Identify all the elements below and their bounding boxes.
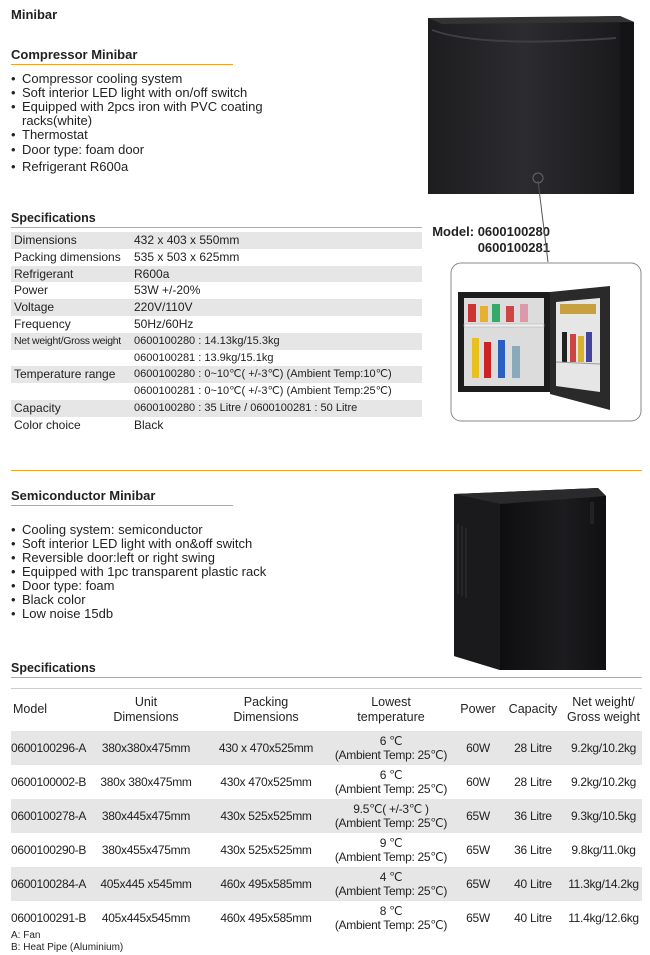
spec-row: Packing dimensions 535 x 503 x 625mm bbox=[14, 249, 240, 264]
compressor-spec-rule bbox=[11, 227, 422, 228]
model-label: Model: 0600100280 0600100281 bbox=[432, 224, 550, 255]
callout-line bbox=[520, 176, 570, 266]
semiconductor-section-title: Semiconductor Minibar bbox=[11, 488, 156, 503]
table-row: 0600100278-A 380x445x475mm 430x 525x525mm 9.5℃( +/-3℃ ) (Ambient Temp: 25℃) 65W 36 Litre 9.3kg/10.5kg bbox=[11, 799, 642, 833]
col-header-model: Model bbox=[11, 689, 87, 731]
feature-item: • Soft interior LED light with on/off switch bbox=[11, 85, 248, 100]
feature-item: • Low noise 15db bbox=[11, 606, 114, 621]
feature-item: • Cooling system: semiconductor bbox=[11, 522, 203, 537]
spec-row: Refrigerant R600a bbox=[11, 266, 422, 283]
compressor-section-title: Compressor Minibar bbox=[11, 47, 138, 62]
feature-item: • Equipped with 1pc transparent plastic rack bbox=[11, 564, 267, 579]
col-header-packing: Packing Dimensions bbox=[205, 689, 327, 731]
semiconductor-spec-title: Specifications bbox=[11, 661, 96, 675]
spec-row: Power 53W +/-20% bbox=[14, 283, 201, 298]
spec-row: 0600100281 : 0~10℃( +/-3℃) (Ambient Temp:25℃) bbox=[134, 385, 392, 398]
col-header-lowest-temp: Lowest temperature bbox=[327, 689, 455, 731]
feature-item: • Compressor cooling system bbox=[11, 71, 183, 86]
feature-item: • Black color bbox=[11, 592, 86, 607]
semiconductor-title-rule bbox=[11, 505, 233, 506]
spec-row: Net weight/Gross weight 0600100280 : 14.13kg/15.3kg bbox=[11, 333, 422, 350]
feature-item: • Thermostat bbox=[11, 127, 88, 142]
table-row: 0600100291-B 405x445x545mm 460x 495x585mm 8 ℃ (Ambient Temp: 25℃) 65W 40 Litre 11.4kg/12.6kg bbox=[11, 903, 639, 932]
compressor-feature-list bbox=[11, 72, 281, 174]
spec-row: Voltage 220V/110V bbox=[11, 299, 422, 316]
spec-row: Dimensions 432 x 403 x 550mm bbox=[11, 232, 422, 249]
semiconductor-minibar-image bbox=[440, 484, 620, 672]
semiconductor-spec-rule bbox=[11, 677, 642, 678]
compressor-title-rule bbox=[11, 64, 233, 65]
col-header-weight: Net weight/ Gross weight bbox=[565, 689, 642, 731]
feature-item: • Door type: foam door bbox=[11, 142, 145, 157]
spec-row: Color choice Black bbox=[14, 417, 164, 432]
col-header-power: Power bbox=[455, 689, 501, 731]
spec-row: 0600100281 : 13.9kg/15.1kg bbox=[134, 351, 274, 364]
col-header-capacity: Capacity bbox=[501, 689, 565, 731]
table-row: 0600100290-B 380x455x475mm 430x 525x525mm 9 ℃ (Ambient Temp: 25℃) 65W 36 Litre 9.8kg/11.0kg bbox=[11, 835, 636, 864]
spec-row: Frequency 50Hz/60Hz bbox=[14, 316, 194, 331]
spec-row: Temperature range 0600100280 : 0~10℃( +/-3℃) (Ambient Temp:10℃) bbox=[11, 366, 422, 383]
page-title: Minibar bbox=[11, 7, 58, 22]
table-row: 0600100284-A 405x445 x545mm 460x 495x585mm 4 ℃ (Ambient Temp: 25℃) 65W 40 Litre 11.3kg/14.2kg bbox=[11, 867, 642, 901]
feature-item: • Door type: foam bbox=[11, 578, 115, 593]
compressor-spec-table bbox=[11, 232, 422, 434]
feature-item: • Equipped with 2pcs iron with PVC coating racks(white) bbox=[11, 99, 263, 128]
minibar-interior-image bbox=[450, 262, 642, 422]
footnote-a: A: Fan bbox=[11, 930, 41, 941]
compressor-spec-title: Specifications bbox=[11, 211, 96, 225]
feature-item: • Soft interior LED light with on&off switch bbox=[11, 536, 253, 551]
table-row: 0600100296-A 380x380x475mm 430 x 470x525mm 6 ℃ (Ambient Temp: 25℃) 60W 28 Litre 9.2kg/10.2kg bbox=[11, 731, 642, 765]
footnote-b: B: Heat Pipe (Aluminium) bbox=[11, 942, 124, 953]
table-row: 0600100002-B 380x 380x475mm 430x 470x525mm 6 ℃ (Ambient Temp: 25℃) 60W 28 Litre 9.2kg/10.2kg bbox=[11, 767, 637, 796]
spec-row: Capacity 0600100280 : 35 Litre / 0600100281 : 50 Litre bbox=[11, 400, 422, 417]
feature-item: • Refrigerant R600a bbox=[11, 159, 129, 174]
section-divider bbox=[11, 470, 642, 471]
table-header-row bbox=[11, 689, 642, 731]
semiconductor-spec-table bbox=[11, 688, 642, 935]
compressor-minibar-image bbox=[420, 8, 640, 198]
feature-item: • Reversible door:left or right swing bbox=[11, 550, 215, 565]
semiconductor-feature-list bbox=[11, 523, 311, 621]
col-header-unit: Unit Dimensions bbox=[87, 689, 205, 731]
